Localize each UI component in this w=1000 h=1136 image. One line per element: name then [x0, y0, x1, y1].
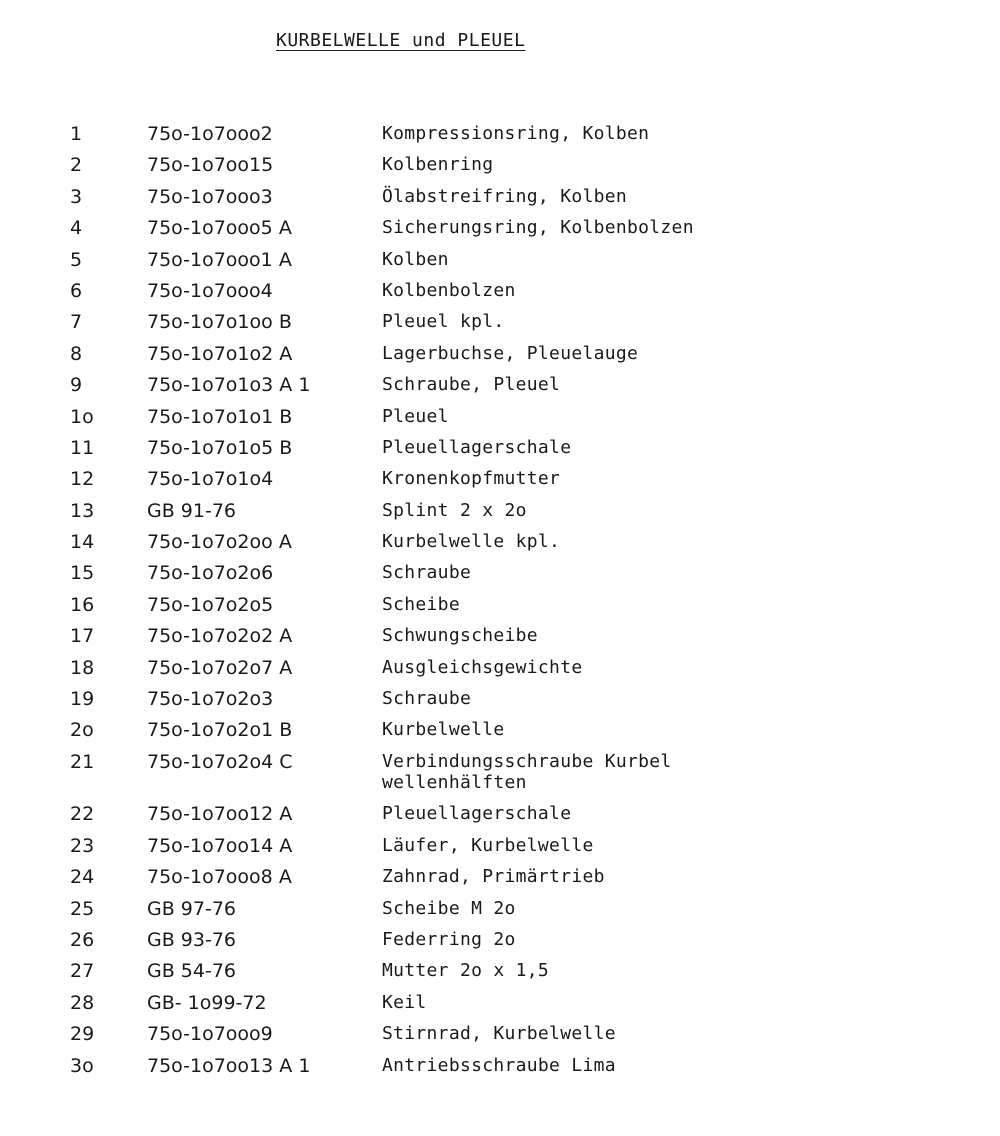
- position-number: 25: [70, 897, 95, 920]
- position-number: 29: [70, 1023, 95, 1046]
- parts-row: [0, 281, 1000, 312]
- position-number: 1: [70, 123, 83, 145]
- position-number: 24: [70, 866, 95, 889]
- position-number: 22: [70, 803, 95, 826]
- part-description: Keil: [382, 991, 427, 1013]
- position-number: 1o: [70, 405, 94, 428]
- parts-row: [0, 344, 1000, 375]
- part-number: 75o-1o7ooo9: [147, 1023, 273, 1046]
- parts-row: [0, 689, 1000, 720]
- part-description: Pleuel: [382, 405, 449, 427]
- parts-row: [0, 626, 1000, 657]
- part-number: 75o-1o7o2o1 B: [147, 719, 293, 742]
- position-number: 19: [70, 688, 95, 711]
- part-number: 75o-1o7o2o6: [147, 562, 274, 585]
- part-description: Läufer, Kurbelwelle: [382, 834, 594, 856]
- position-number: 18: [70, 656, 95, 679]
- parts-row: [0, 867, 1000, 898]
- part-number: 75o-1o7ooo2: [147, 123, 273, 145]
- part-description: Kurbelwelle: [382, 719, 505, 741]
- part-description: Kronenkopfmutter: [382, 468, 561, 490]
- part-description: Kolben: [382, 248, 449, 270]
- part-description: Pleuel kpl.: [382, 311, 505, 333]
- parts-row: [0, 438, 1000, 469]
- part-description: Scheibe: [382, 593, 460, 615]
- part-description: Schraube: [382, 562, 472, 584]
- part-description: Schraube: [382, 688, 472, 710]
- parts-row: [0, 124, 1000, 155]
- parts-row: [0, 752, 1000, 805]
- part-number: 75o-1o7o1o1 B: [147, 405, 293, 428]
- part-description: Pleuellagerschale: [382, 436, 572, 458]
- parts-row: [0, 720, 1000, 751]
- position-number: 21: [70, 750, 95, 773]
- part-description: Kurbelwelle kpl.: [382, 531, 561, 553]
- parts-row: [0, 312, 1000, 343]
- part-description: Zahnrad, Primärtrieb: [382, 866, 605, 888]
- position-number: 2o: [70, 719, 94, 742]
- position-number: 15: [70, 562, 95, 585]
- parts-row: [0, 658, 1000, 689]
- part-number: GB- 1o99-72: [147, 991, 267, 1014]
- position-number: 3o: [70, 1054, 94, 1077]
- part-number: GB 54-76: [147, 960, 237, 983]
- parts-row: [0, 155, 1000, 186]
- parts-row: [0, 532, 1000, 563]
- part-number: 75o-1o7ooo8 A: [147, 866, 292, 889]
- position-number: 16: [70, 593, 95, 616]
- part-number: GB 91-76: [147, 499, 237, 522]
- position-number: 7: [70, 311, 83, 334]
- part-number: 75o-1o7oo15: [147, 154, 274, 177]
- position-number: 9: [70, 374, 83, 397]
- position-number: 13: [70, 499, 95, 522]
- position-number: 26: [70, 928, 95, 951]
- parts-row: [0, 501, 1000, 532]
- position-number: 5: [70, 248, 83, 271]
- parts-row: [0, 375, 1000, 406]
- position-number: 4: [70, 217, 83, 240]
- parts-row: [0, 407, 1000, 438]
- part-description: Schraube, Pleuel: [382, 374, 561, 396]
- part-number: 75o-1o7o2o3: [147, 688, 274, 711]
- position-number: 2: [70, 154, 83, 177]
- parts-row: [0, 993, 1000, 1024]
- part-number: 75o-1o7oo14 A: [147, 834, 293, 857]
- part-number: 75o-1o7o2o5: [147, 593, 274, 616]
- part-number: 75o-1o7o1o3 A 1: [147, 374, 311, 397]
- part-number: 75o-1o7o1oo B: [147, 311, 292, 334]
- part-description: Scheibe M 2o: [382, 897, 516, 919]
- position-number: 6: [70, 279, 83, 302]
- part-number: GB 97-76: [147, 897, 237, 920]
- parts-row: [0, 595, 1000, 626]
- part-description: Kolbenring: [382, 154, 494, 176]
- parts-row: [0, 836, 1000, 867]
- part-number: 75o-1o7o2oo A: [147, 531, 292, 554]
- part-number: 75o-1o7o1o2 A: [147, 342, 293, 365]
- part-description: Federring 2o: [382, 928, 516, 950]
- parts-row: [0, 187, 1000, 218]
- part-description: Ausgleichsgewichte: [382, 656, 583, 678]
- parts-list: [0, 124, 1000, 1087]
- position-number: 3: [70, 185, 83, 208]
- part-number: GB 93-76: [147, 928, 237, 951]
- part-number: 75o-1o7oo13 A 1: [147, 1054, 311, 1077]
- part-description: Schwungscheibe: [382, 625, 538, 647]
- parts-row: [0, 563, 1000, 594]
- part-description: Splint 2 x 2o: [382, 499, 527, 521]
- part-description: Kolbenbolzen: [382, 279, 516, 301]
- position-number: 27: [70, 960, 95, 983]
- part-description: Antriebsschraube Lima: [382, 1054, 616, 1076]
- part-description: Kompressionsring, Kolben: [382, 123, 650, 144]
- part-description: Stirnrad, Kurbelwelle: [382, 1023, 616, 1045]
- part-description-continued: wellenhälften: [382, 771, 527, 793]
- position-number: 12: [70, 468, 95, 491]
- page-title: KURBELWELLE und PLEUEL: [276, 30, 526, 51]
- part-description: Mutter 2o x 1,5: [382, 960, 550, 982]
- part-number: 75o-1o7oo12 A: [147, 803, 293, 826]
- part-description: Lagerbuchse, Pleuelauge: [382, 342, 639, 364]
- part-number: 75o-1o7o2o4 C: [147, 750, 293, 773]
- part-number: 75o-1o7o2o7 A: [147, 656, 293, 679]
- parts-row: [0, 218, 1000, 249]
- part-description: Verbindungsschraube Kurbel: [382, 750, 672, 772]
- position-number: 28: [70, 991, 95, 1014]
- part-description: Sicherungsring, Kolbenbolzen: [382, 217, 694, 239]
- part-description: Ölabstreifring, Kolben: [382, 185, 628, 207]
- parts-row: [0, 1056, 1000, 1087]
- parts-row: [0, 804, 1000, 835]
- position-number: 17: [70, 625, 95, 648]
- parts-row: [0, 899, 1000, 930]
- position-number: 11: [70, 436, 95, 459]
- part-number: 75o-1o7ooo4: [147, 279, 273, 302]
- parts-row: [0, 1024, 1000, 1055]
- position-number: 23: [70, 834, 95, 857]
- part-number: 75o-1o7o1o4: [147, 468, 274, 491]
- position-number: 14: [70, 531, 95, 554]
- part-number: 75o-1o7ooo1 A: [147, 248, 292, 271]
- part-number: 75o-1o7ooo3: [147, 185, 273, 208]
- parts-row: [0, 250, 1000, 281]
- part-number: 75o-1o7o2o2 A: [147, 625, 293, 648]
- part-number: 75o-1o7ooo5 A: [147, 217, 292, 240]
- parts-row: [0, 961, 1000, 992]
- parts-row: [0, 930, 1000, 961]
- part-number: 75o-1o7o1o5 B: [147, 436, 293, 459]
- part-description: Pleuellagerschale: [382, 803, 572, 825]
- parts-row: [0, 469, 1000, 500]
- position-number: 8: [70, 342, 83, 365]
